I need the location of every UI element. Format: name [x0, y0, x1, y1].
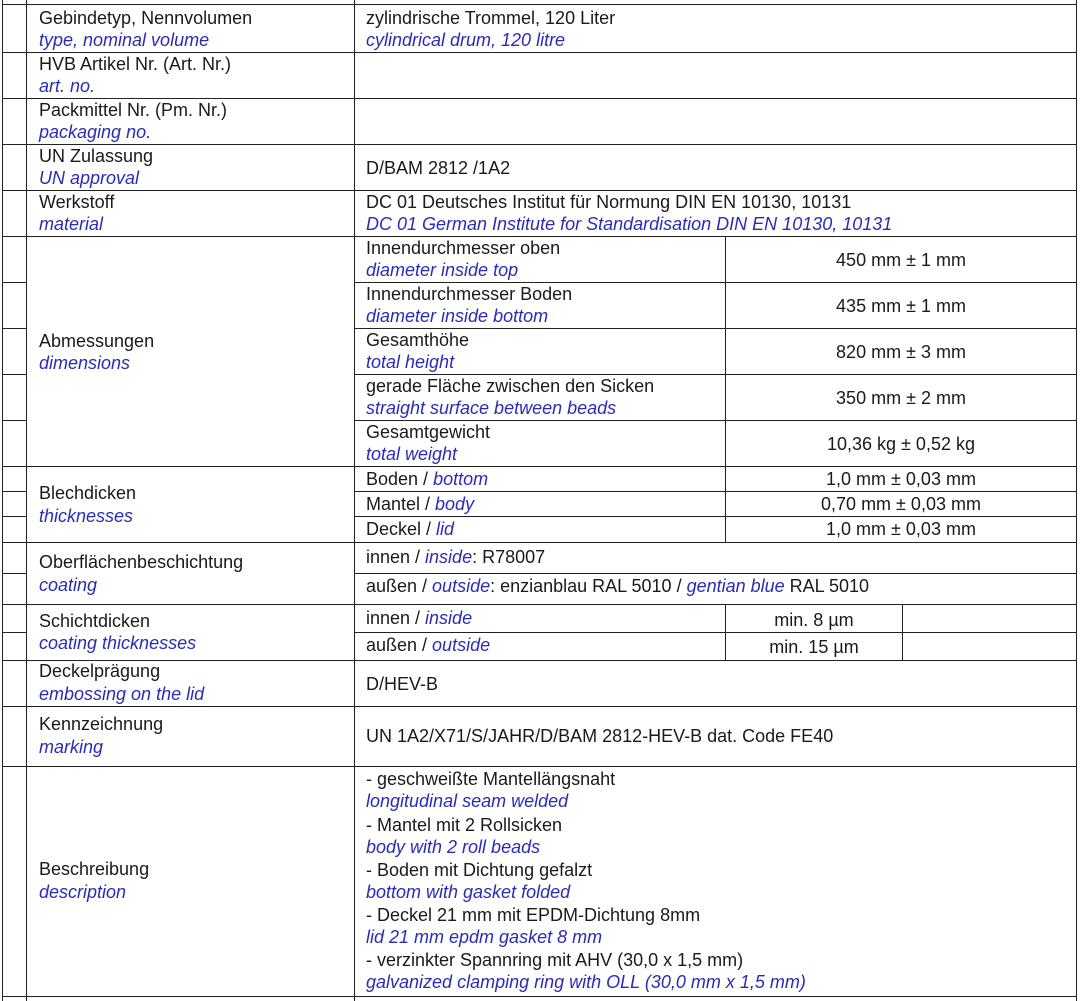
dim-item-value: 820 mm ± 3 mm: [836, 342, 966, 362]
dim-item-label-en: total weight: [366, 444, 458, 464]
description-line-de: - geschweißte Mantellängsnaht: [366, 769, 616, 789]
coating-outside: außen / outside: enzianblau RAL 5010 / gentian blue RAL 5010: [366, 576, 870, 596]
marking-label-en: marking: [39, 737, 104, 757]
type-label-en: type, nominal volume: [39, 30, 210, 50]
description-line-de: - Deckel 21 mm mit EPDM-Dichtung 8mm: [366, 905, 701, 925]
description-line-en: body with 2 roll beads: [366, 837, 541, 857]
thickness-item: Deckel / lid: [366, 519, 455, 539]
description-line-en: longitudinal seam welded: [366, 791, 569, 811]
dim-item-label-de: Innendurchmesser Boden: [366, 284, 573, 304]
packaging-label-en: packaging no.: [39, 122, 152, 142]
material-label-de: Werkstoff: [39, 192, 115, 212]
coating-thickness-outside-value: min. 15 µm: [769, 637, 859, 657]
description-line-de: - verzinkter Spannring mit AHV (30,0 x 1,5 mm): [366, 950, 744, 970]
material-label-en: material: [39, 214, 104, 234]
embossing-label-en: embossing on the lid: [39, 684, 205, 704]
dim-item-label-de: Gesamtgewicht: [366, 422, 491, 442]
coating-thickness-label-en: coating thicknesses: [39, 633, 197, 653]
description-line-en: bottom with gasket folded: [366, 882, 571, 902]
coating-thickness-outside: außen / outside: [366, 635, 491, 655]
un-approval-label-en: UN approval: [39, 168, 140, 188]
article-label-de: HVB Artikel Nr. (Art. Nr.): [39, 54, 232, 74]
thickness-item-value: 1,0 mm ± 0,03 mm: [826, 519, 976, 539]
packaging-label-de: Packmittel Nr. (Pm. Nr.): [39, 100, 228, 120]
coating-thickness-inside: innen / inside: [366, 608, 473, 628]
coating-thickness-inside-value: min. 8 µm: [774, 610, 854, 630]
type-value-en: cylindrical drum, 120 litre: [366, 30, 566, 50]
type-value-de: zylindrische Trommel, 120 Liter: [366, 8, 616, 28]
dim-item-value: 10,36 kg ± 0,52 kg: [827, 434, 975, 454]
material-value-en: DC 01 German Institute for Standardisation DIN EN 10130, 10131: [366, 214, 893, 234]
dimensions-label-de: Abmessungen: [39, 331, 155, 351]
description-label-en: description: [39, 882, 127, 902]
description-line-en: galvanized clamping ring with OLL (30,0 mm x 1,5 mm): [366, 972, 806, 992]
description-line-de: - Mantel mit 2 Rollsicken: [366, 815, 563, 835]
thickness-label-de: Blechdicken: [39, 483, 137, 503]
description-line-de: - Boden mit Dichtung gefalzt: [366, 860, 593, 880]
dim-item-label-en: diameter inside top: [366, 260, 519, 280]
coating-label-en: coating: [39, 575, 98, 595]
dim-item-label-de: Innendurchmesser oben: [366, 238, 561, 258]
article-label-en: art. no.: [39, 76, 96, 96]
thickness-item: Boden / bottom: [366, 469, 489, 489]
dim-item-label-en: diameter inside bottom: [366, 306, 549, 326]
embossing-value: D/HEV-B: [366, 674, 439, 694]
thickness-item-value: 0,70 mm ± 0,03 mm: [821, 494, 981, 514]
dim-item-label-de: gerade Fläche zwischen den Sicken: [366, 376, 655, 396]
dim-item-label-en: total height: [366, 352, 455, 372]
dim-item-label-en: straight surface between beads: [366, 398, 617, 418]
type-label-de: Gebindetyp, Nennvolumen: [39, 8, 253, 28]
dim-item-value: 435 mm ± 1 mm: [836, 296, 966, 316]
un-approval-value: D/BAM 2812 /1A2: [366, 158, 511, 178]
dimensions-label-en: dimensions: [39, 353, 131, 373]
dim-item-label-de: Gesamthöhe: [366, 330, 470, 350]
thickness-item: Mantel / body: [366, 494, 475, 514]
dim-item-value: 450 mm ± 1 mm: [836, 250, 966, 270]
coating-thickness-label-de: Schichtdicken: [39, 611, 151, 631]
description-label-de: Beschreibung: [39, 859, 150, 879]
marking-label-de: Kennzeichnung: [39, 714, 164, 734]
thickness-item-value: 1,0 mm ± 0,03 mm: [826, 469, 976, 489]
material-value-de: DC 01 Deutsches Institut für Normung DIN EN 10130, 10131: [366, 192, 852, 212]
marking-value: UN 1A2/X71/S/JAHR/D/BAM 2812-HEV-B dat. Code FE40: [366, 726, 834, 746]
coating-label-de: Oberflächenbeschichtung: [39, 552, 244, 572]
dim-item-value: 350 mm ± 2 mm: [836, 388, 966, 408]
description-line-en: lid 21 mm epdm gasket 8 mm: [366, 927, 603, 947]
embossing-label-de: Deckelprägung: [39, 661, 161, 681]
un-approval-label-de: UN Zulassung: [39, 146, 154, 166]
thickness-label-en: thicknesses: [39, 506, 134, 526]
coating-inside: innen / inside: R78007: [366, 547, 546, 567]
